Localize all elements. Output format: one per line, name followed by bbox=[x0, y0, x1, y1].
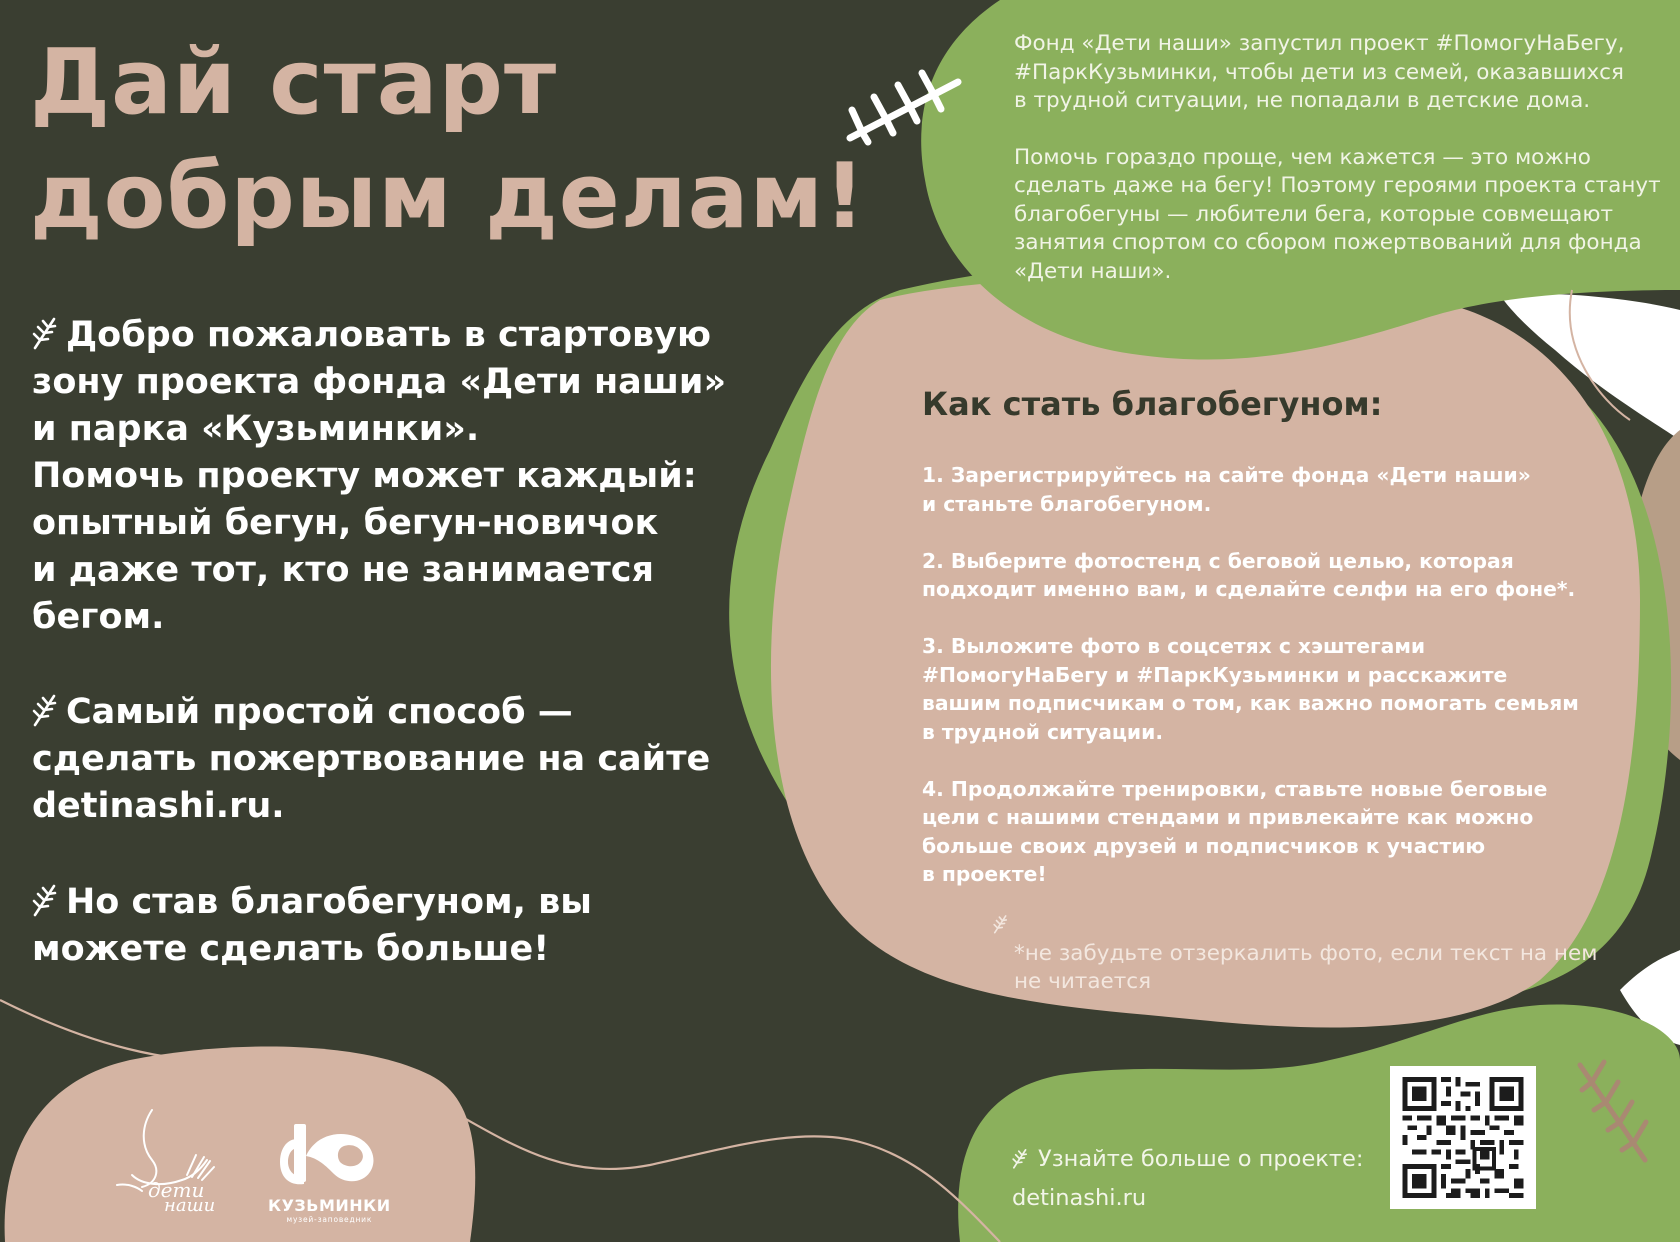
branch-icon bbox=[32, 316, 58, 350]
donation-line: сделать пожертвование на сайте bbox=[32, 739, 711, 779]
runner-block bbox=[32, 879, 592, 973]
step-line: больше своих друзей и подписчиков к участию bbox=[922, 833, 1486, 858]
branch-icon bbox=[32, 693, 58, 727]
step-line: 2. Выберите фотостенд с беговой целью, которая bbox=[922, 548, 1514, 573]
intro-line: Помочь гораздо проще, чем кажется — это можно bbox=[1014, 144, 1591, 170]
welcome-line: опытный бегун, бегун-новичок bbox=[32, 503, 659, 543]
intro-text bbox=[1014, 30, 1661, 286]
pink-bottom-left-blob bbox=[5, 1046, 476, 1242]
welcome-line: Помочь проекту может каждый: bbox=[32, 456, 697, 496]
welcome-line: и даже тот, кто не занимается bbox=[32, 550, 654, 590]
logo-deti-line1: дети bbox=[148, 1178, 205, 1202]
intro-line: Фонд «Дети наши» запустил проект #ПомогуНаБегу, bbox=[1014, 31, 1625, 56]
step-line: 3. Выложите фото в соцсетях с хэштегами bbox=[922, 634, 1426, 658]
step-line: вашим подписчикам о том, как важно помогать семьям bbox=[922, 691, 1579, 715]
logo-kuzminki-name: КУЗЬМИНКИ bbox=[268, 1196, 391, 1215]
runner-line: Но став благобегуном, вы bbox=[66, 882, 592, 922]
step-line: цели с нашими стендами и привлекайте как можно bbox=[922, 805, 1534, 829]
branch-icon bbox=[32, 883, 58, 917]
logo-kuzminki bbox=[268, 1118, 391, 1224]
donation-line: Самый простой способ — bbox=[66, 692, 573, 732]
donation-link[interactable]: detinashi.ru. bbox=[32, 786, 285, 826]
welcome-line: Добро пожаловать в стартовую bbox=[66, 315, 712, 355]
step-line: в трудной ситуации. bbox=[922, 719, 1164, 744]
intro-line: занятия спортом со сбором пожертвований для фонда bbox=[1014, 230, 1642, 255]
step-line: 1. Зарегистрируйтесь на сайте фонда «Дети наши» bbox=[922, 463, 1531, 487]
headline-line-1: Дай старт bbox=[30, 30, 558, 135]
logo-kuzminki-subtitle: музей-заповедник bbox=[286, 1215, 373, 1224]
step-item bbox=[922, 547, 1579, 604]
welcome-line: бегом. bbox=[32, 597, 165, 637]
intro-line: сделать даже на бегу! Поэтому героями проекта станут bbox=[1014, 173, 1661, 198]
intro-line: в трудной ситуации, не попадали в детские дома. bbox=[1014, 88, 1591, 113]
step-line: подходит именно вам, и сделайте селфи на его фоне*. bbox=[922, 577, 1576, 601]
intro-line: «Дети наши». bbox=[1014, 258, 1172, 284]
step-item bbox=[922, 461, 1579, 518]
welcome-line: зону проекта фонда «Дети наши» bbox=[32, 362, 727, 402]
steps-list bbox=[922, 461, 1579, 917]
step-item bbox=[922, 775, 1579, 889]
intro-line: #ПаркКузьминки, чтобы дети из семей, оказавшихся bbox=[1014, 59, 1624, 85]
branch-icon bbox=[1012, 1148, 1028, 1169]
intro-line: благобегуны — любители бега, которые совмещают bbox=[1014, 201, 1613, 227]
step-line: в проекте! bbox=[922, 862, 1047, 886]
steps-title: Как стать благобегуном: bbox=[922, 385, 1383, 423]
footnote bbox=[1014, 912, 1597, 996]
welcome-block bbox=[32, 312, 726, 641]
logo-deti-nashi-graphic bbox=[112, 1105, 232, 1215]
step-line: 4. Продолжайте тренировки, ставьте новые беговые bbox=[922, 776, 1548, 801]
footnote-line: *не забудьте отзеркалить фото, если текст на нем bbox=[1014, 941, 1598, 966]
welcome-line: и парка «Кузьминки». bbox=[32, 409, 480, 449]
logo-deti-nashi bbox=[112, 1105, 232, 1219]
headline bbox=[30, 26, 866, 254]
qr-code-pattern bbox=[1401, 1077, 1525, 1198]
learn-more bbox=[1012, 1146, 1363, 1172]
logo-deti-line2: наши bbox=[164, 1195, 216, 1215]
learn-more-label: Узнайте больше о проекте: bbox=[1038, 1146, 1364, 1172]
logo-kuzminki-graphic bbox=[274, 1118, 384, 1190]
donation-block bbox=[32, 689, 710, 830]
step-item bbox=[922, 632, 1579, 746]
branch-icon bbox=[993, 914, 1008, 934]
headline-line-2: добрым делам! bbox=[30, 144, 867, 249]
step-line: #ПомогуНаБегу и #ПаркКузьминки и расскажите bbox=[922, 662, 1508, 687]
site-link[interactable]: detinashi.ru bbox=[1012, 1185, 1147, 1211]
runner-line: можете сделать больше! bbox=[32, 929, 550, 969]
footnote-line: не читается bbox=[1014, 969, 1151, 994]
qr-code[interactable] bbox=[1390, 1066, 1536, 1209]
step-line: и станьте благобегуном. bbox=[922, 491, 1212, 516]
